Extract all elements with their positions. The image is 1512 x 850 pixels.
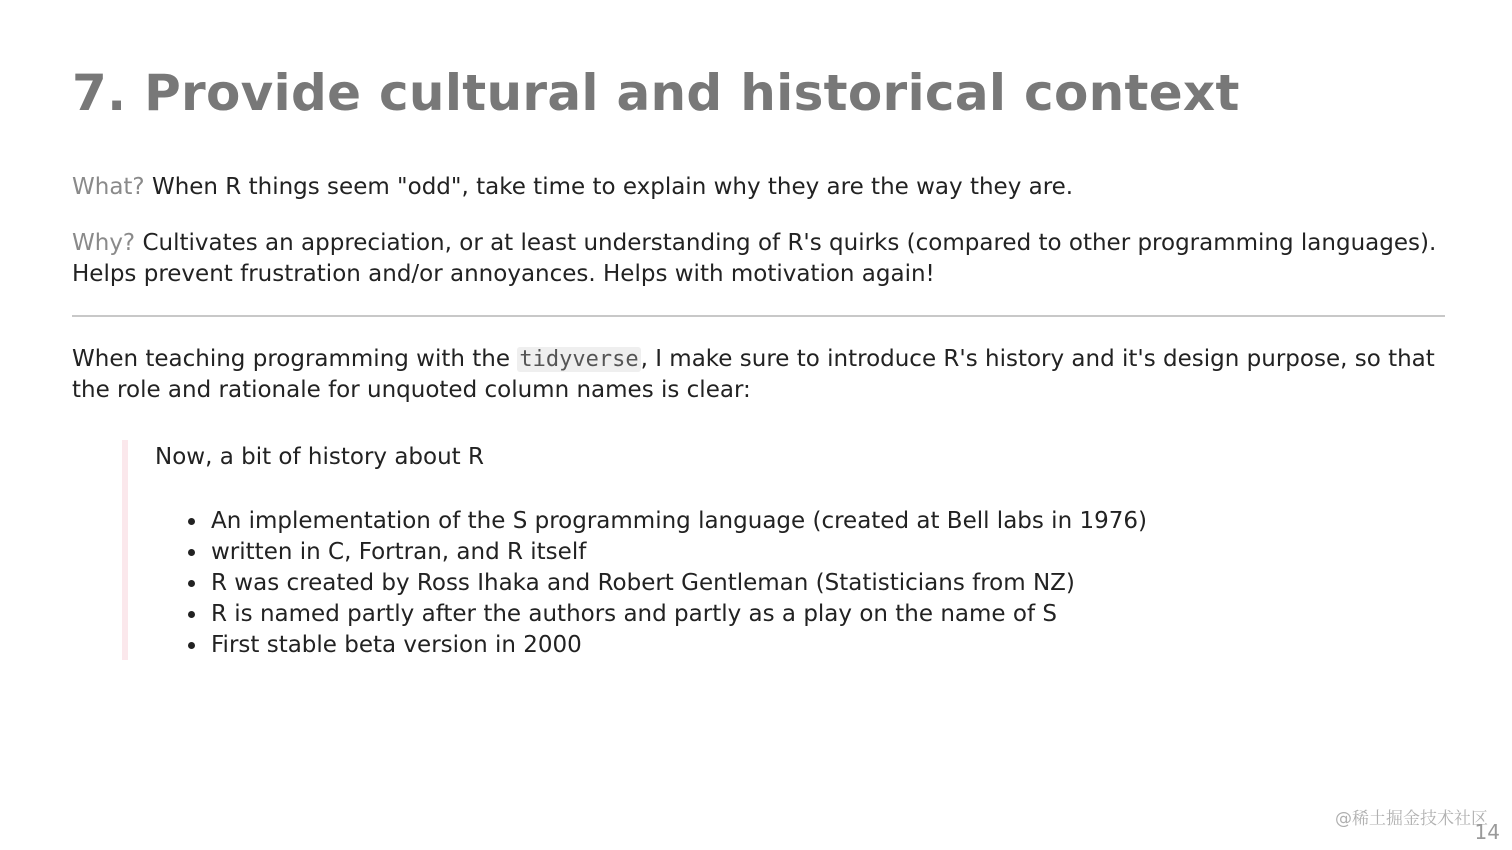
list-item-text: R is named partly after the authors and partly as a play on the name of S — [211, 601, 1057, 627]
bullet-icon — [188, 518, 195, 525]
what-lead: What? — [72, 174, 145, 200]
history-list — [184, 506, 1147, 661]
why-lead: Why? — [72, 230, 136, 256]
list-item-text: First stable beta version in 2000 — [211, 632, 582, 658]
page-number: 14 — [1474, 820, 1500, 844]
what-text: When R things seem "odd", take time to explain why they are the way they are. — [144, 174, 1074, 200]
teaching-paragraph — [72, 344, 1452, 406]
what-paragraph — [72, 172, 1452, 203]
list-item — [184, 506, 1147, 537]
history-blockquote — [122, 440, 1328, 660]
list-item-text: R was created by Ross Ihaka and Robert Gentleman (Statisticians from NZ) — [211, 570, 1075, 596]
list-item-text: written in C, Fortran, and R itself — [211, 539, 587, 565]
tidyverse-code: tidyverse — [519, 347, 639, 372]
teaching-text-after: , I make sure to introduce R's history and it's design purpose, so that the role and rationale for unquoted column names is clear: — [72, 346, 1435, 403]
teaching-text-before: When teaching programming with the — [72, 346, 518, 372]
bullet-icon — [188, 549, 195, 556]
list-item — [184, 630, 1147, 661]
list-item — [184, 537, 1147, 568]
slide-title: 7. Provide cultural and historical context — [72, 64, 1240, 122]
list-item — [184, 599, 1147, 630]
bullet-icon — [188, 580, 195, 587]
horizontal-divider — [72, 315, 1445, 317]
quote-heading: Now, a bit of history about R — [155, 444, 484, 470]
list-item-text: An implementation of the S programming language (created at Bell labs in 1976) — [211, 508, 1147, 534]
list-item — [184, 568, 1147, 599]
watermark: @稀土掘金技术社区 — [1335, 809, 1488, 829]
why-paragraph — [72, 228, 1452, 290]
bullet-icon — [188, 611, 195, 618]
bullet-icon — [188, 642, 195, 649]
why-text: Cultivates an appreciation, or at least understanding of R's quirks (compared to other programming languages). Helps prevent frustration and/or annoyances. Helps with motivation again! — [72, 230, 1437, 287]
